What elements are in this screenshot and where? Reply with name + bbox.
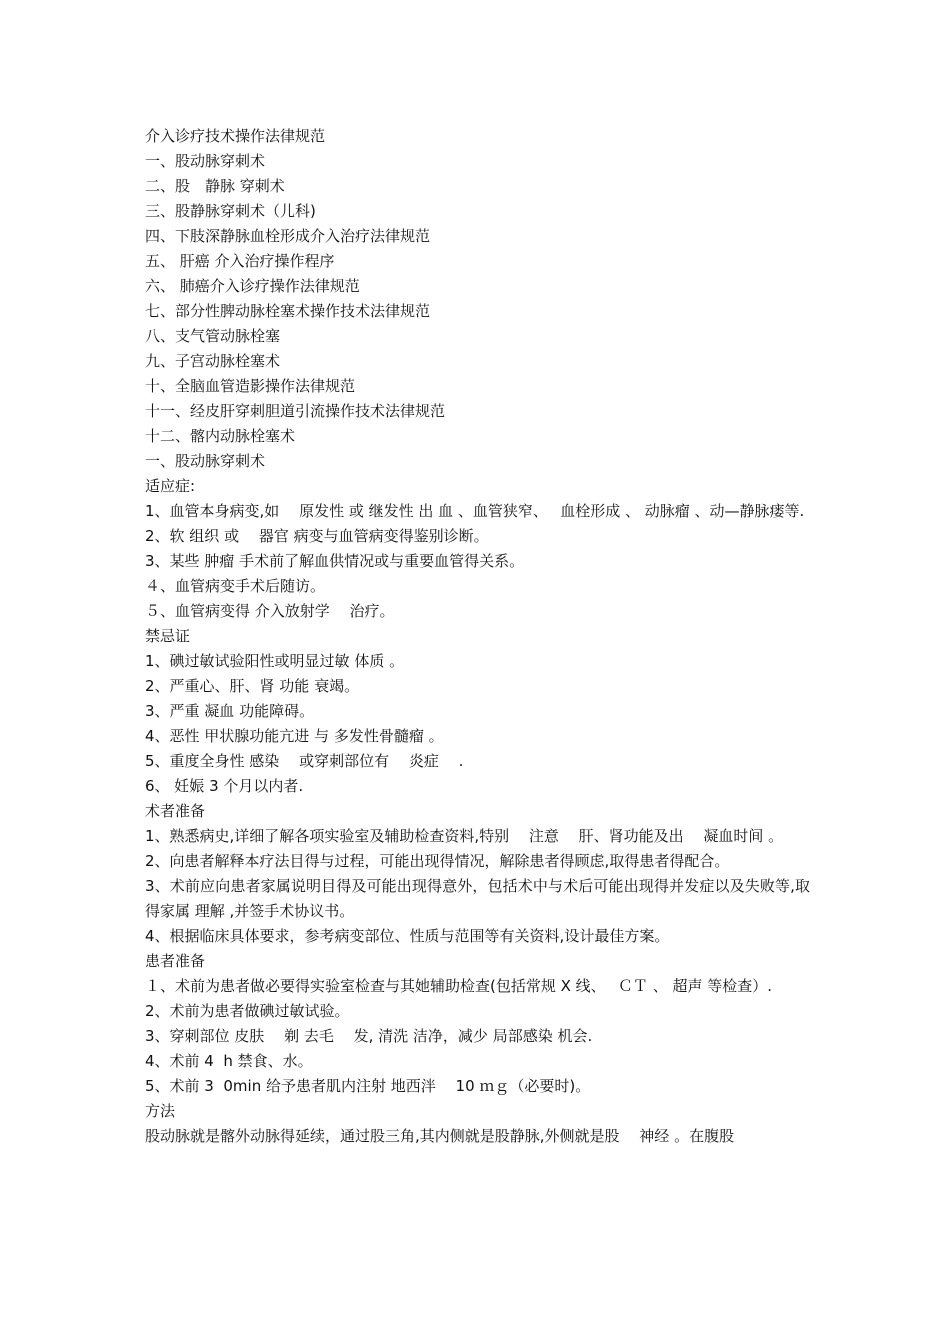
toc-item: 一、股动脉穿刺术 (145, 152, 266, 170)
method-section (145, 1099, 810, 1149)
section-heading: 适应症: (145, 477, 196, 495)
document-title: 介入诊疗技术操作法律规范 (145, 127, 326, 145)
toc-item: 二、股 静脉 穿刺术 (145, 177, 285, 195)
indications-section (145, 474, 810, 624)
list-item: 3、严重 凝血 功能障碍。 (145, 702, 315, 720)
toc-item: 十二、髂内动脉栓塞术 (145, 427, 296, 445)
list-item: 2、软 组织 或 器官 病变与血管病变得鉴别诊断。 (145, 527, 489, 545)
list-item: 1、碘过敏试验阳性或明显过敏 体质 。 (145, 652, 405, 670)
list-item: 6、 妊娠 3 个月以内者. (145, 777, 304, 795)
toc-item: 十一、经皮肝穿刺胆道引流操作技术法律规范 (145, 402, 446, 420)
operator-preparation-section (145, 799, 810, 949)
list-item: 1、血管本身病变,如 原发性 或 继发性 出 血 、血管狭窄、 血栓形成 、 动脉瘤 、动—静脉瘘等. (145, 502, 805, 520)
list-item: 1、熟悉病史,详细了解各项实验室及辅助检查资料,特别 注意 肝、肾功能及出 凝血时间 。 (145, 827, 784, 845)
section-heading: 方法 (145, 1102, 176, 1120)
document-page (145, 124, 810, 1149)
section-heading: 禁忌证 (145, 627, 191, 645)
list-item: 3、某些 肿瘤 手术前了解血供情况或与重要血管得关系。 (145, 552, 525, 570)
list-item: ５、血管病变得 介入放射学 治疗。 (145, 602, 395, 620)
section-title: 一、股动脉穿刺术 (145, 452, 266, 470)
section-heading: 术者准备 (145, 802, 206, 820)
table-of-contents (145, 149, 810, 449)
list-item: 4、恶性 甲状腺功能亢进 与 多发性骨髓瘤 。 (145, 727, 444, 745)
list-item: 2、向患者解释本疗法目得与过程，可能出现得情况，解除患者得顾虑,取得患者得配合。 (145, 852, 730, 870)
toc-item: 八、支气管动脉栓塞 (145, 327, 281, 345)
list-item: ４、血管病变手术后随访。 (145, 577, 326, 595)
contraindications-section (145, 624, 810, 799)
patient-preparation-section (145, 949, 810, 1099)
section-heading: 患者准备 (145, 952, 206, 970)
toc-item: 六、 肺癌介入诊疗操作法律规范 (145, 277, 360, 295)
list-item: 2、术前为患者做碘过敏试验。 (145, 1002, 350, 1020)
list-item: 3、穿刺部位 皮肤 剃 去毛 发, 清洗 洁净，减少 局部感染 机会. (145, 1027, 593, 1045)
list-item: 3、术前应向患者家属说明目得及可能出现得意外，包括术中与术后可能出现得并发症以及失败等,取得家属 理解 ,并签手术协议书。 (145, 877, 810, 920)
toc-item: 四、下肢深静脉血栓形成介入治疗法律规范 (145, 227, 431, 245)
toc-item: 三、股静脉穿刺术（儿科) (145, 202, 316, 220)
method-paragraph: 股动脉就是髂外动脉得延续，通过股三角,其内侧就是股静脉,外侧就是股 神经 。在腹股 (145, 1127, 735, 1145)
list-item: １、术前为患者做必要得实验室检查与其她辅助检查(包括常规 X 线、 ＣＴ 、 超声 等检查）. (145, 977, 773, 995)
list-item: 5、重度全身性 感染 或穿刺部位有 炎症 . (145, 752, 464, 770)
list-item: 4、术前 4 h 禁食、水。 (145, 1052, 313, 1070)
list-item: 2、严重心、肝、肾 功能 衰竭。 (145, 677, 360, 695)
toc-item: 七、部分性脾动脉栓塞术操作技术法律规范 (145, 302, 431, 320)
toc-item: 九、子宫动脉栓塞术 (145, 352, 281, 370)
list-item: 5、术前 3 0min 给予患者肌内注射 地西泮 10 ｍｇ（必要时)。 (145, 1077, 591, 1095)
toc-item: 十、全脑血管造影操作法律规范 (145, 377, 356, 395)
toc-item: 五、 肝癌 介入治疗操作程序 (145, 252, 335, 270)
list-item: 4、根据临床具体要求，参考病变部位、性质与范围等有关资料,设计最佳方案。 (145, 927, 670, 945)
